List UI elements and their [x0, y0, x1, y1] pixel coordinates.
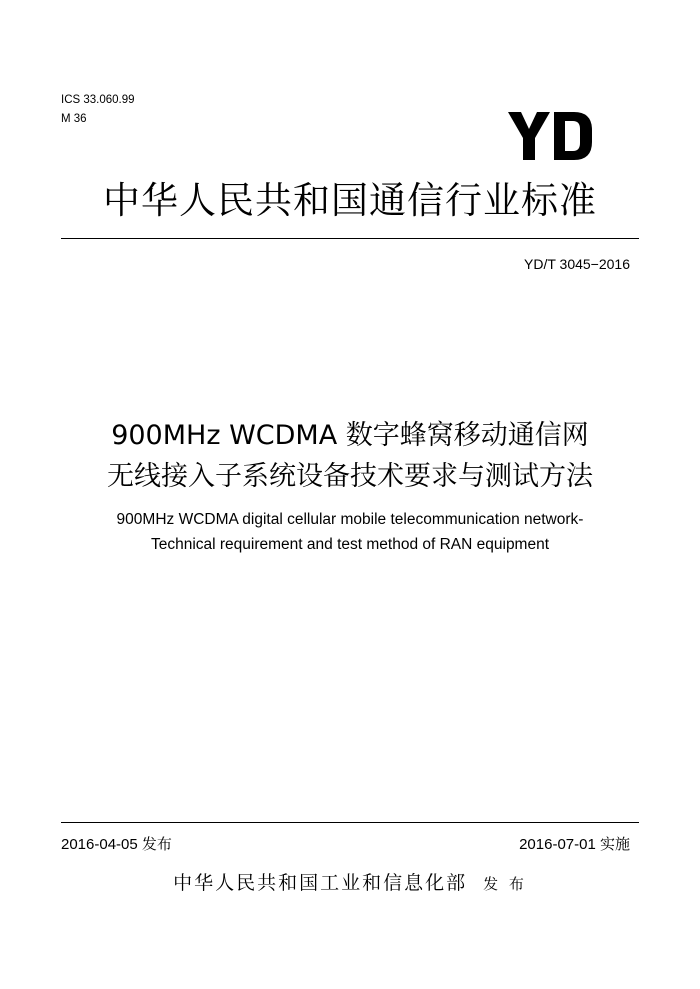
bottom-divider [61, 822, 639, 823]
publisher-suffix: 发 布 [483, 875, 527, 893]
document-title-en-line2: Technical requirement and test method of RAN equipment [150, 536, 550, 553]
classification-code: M 36 [61, 113, 87, 125]
ics-code: ICS 33.060.99 [61, 94, 135, 106]
document-title-en-line1: 900MHz WCDMA digital cellular mobile telecommunication network- [116, 511, 584, 528]
issue-date: 2016-04-05 发布 [61, 836, 172, 853]
publisher-name: 中华人民共和国工业和信息化部 [173, 872, 468, 894]
document-title-cn-line2: 无线接入子系统设备技术要求与测试方法 [107, 461, 593, 492]
top-divider [61, 238, 639, 239]
standard-number: YD/T 3045−2016 [524, 256, 630, 272]
publisher [0, 870, 700, 897]
implementation-date: 2016-07-01 实施 [519, 836, 630, 853]
yd-logo [508, 112, 592, 160]
standard-category-title: 中华人民共和国通信行业标准 [103, 179, 597, 222]
document-title-cn-line1: 900MHz WCDMA 数字蜂窝移动通信网 [111, 420, 589, 451]
